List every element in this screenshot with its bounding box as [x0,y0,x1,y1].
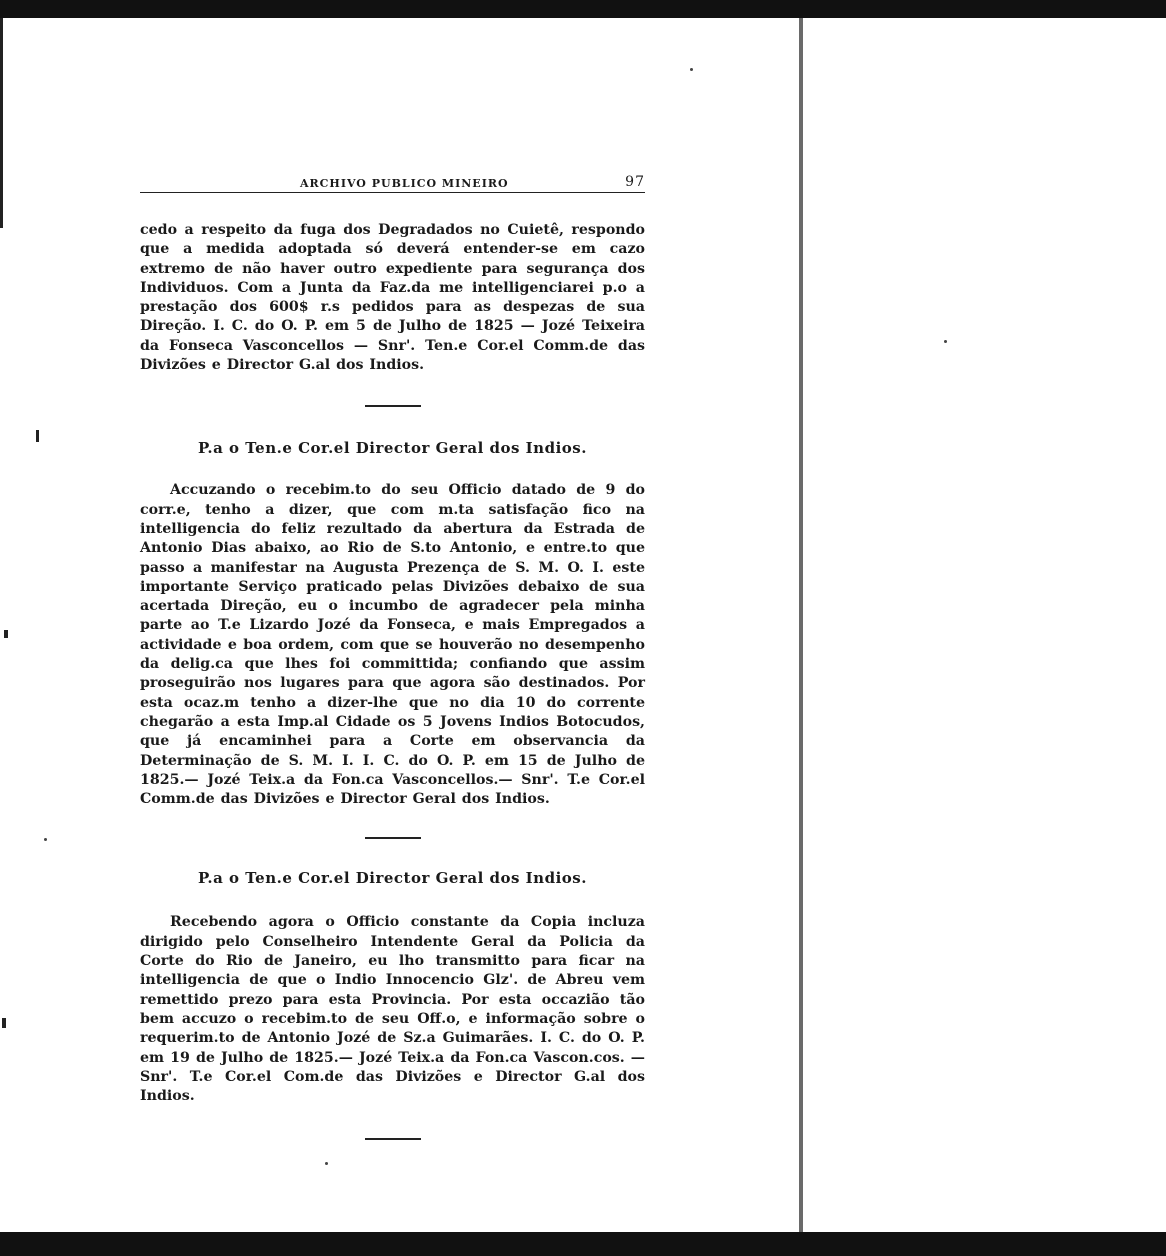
speck [325,1162,328,1165]
speck [944,340,947,343]
letter-paragraph: Recebendo agora o Officio constante da Copia incluza dirigido pelo Conselheiro Intendente Geral da Policia da Corte do Rio de Janeiro, eu lho transmitto para ficar na intelligencia de que o Indio Innocencio Glz'. de Abreu vem remettido prezo para esta Provincia. Por esta occazião tão bem accuzo o recebim.to de seu Off.o, e informação sobre o requerim.to de Antonio Jozé de Sz.a Guimarães. I. C. do O. P. em 19 de Julho de 1825.— Jozé Teix.a da Fon.ca Vascon.cos. — Snr'. T.e Cor.el Com.de das Divizões e Director G.al dos Indios. [140,914,645,1105]
page-gutter-line [799,18,803,1232]
continuation-paragraph: cedo a respeito da fuga dos Degradados no Cuietê, respondo que a medida adoptada só deverá entender-se em cazo extremo de não haver outro expediente para segurança dos Individuos. Com a Junta da Faz.da me intelligenciarei p.o a prestação dos 600$ r.s pedidos para as despezas de sua Direção. I. C. do O. P. em 5 de Julho de 1825 — Jozé Teixeira da Fonseca Vasconcellos — Snr'. Ten.e Cor.el Comm.de das Divizões e Director G.al dos Indios. [140,222,645,374]
edge-mark [36,430,39,442]
journal-title: ARCHIVO PUBLICO MINEIRO [300,177,509,190]
page-content [140,170,645,1140]
edge-mark [2,1018,6,1028]
edge-mark [4,630,8,638]
scan-bottom-border [0,1232,1166,1256]
section-divider [365,1138,421,1140]
scan-left-edge [0,18,8,228]
section-heading: P.a o Ten.e Cor.el Director Geral dos Indios. [198,869,587,888]
page-number: 97 [625,174,645,190]
section-heading: P.a o Ten.e Cor.el Director Geral dos Indios. [198,439,587,458]
section-divider [365,837,421,839]
scan-top-border [0,0,1166,18]
letter-paragraph: Accuzando o recebim.to do seu Officio datado de 9 do corr.e, tenho a dizer, que com m.ta satisfação fico na intelligencia do feliz rezultado da abertura da Estrada de Antonio Dias abaixo, ao Rio de S.to Antonio, e entre.to que passo a manifestar na Augusta Prezença de S. M. O. I. este importante Serviço praticado pelas Divizões debaixo de sua acertada Direção, eu o incumbo de agradecer pela minha parte ao T.e Lizardo Jozé da Fonseca, e mais Empregados a actividade e boa ordem, com que se houverão no desempenho da delig.ca que lhes foi committida; confiando que assim proseguirão nos lugares para que agora são destinados. Por esta ocaz.m tenho a dizer-lhe que no dia 10 do corrente chegarão a esta Imp.al Cidade os 5 Jovens Indios Botocudos, que já encaminhei para a Corte em observancia da Determinação de S. M. I. I. C. do O. P. em 15 de Julho de 1825.— Jozé Teix.a da Fon.ca Vasconcellos.— Snr'. T.e Cor.el Comm.de das Divizões e Director Geral dos Indios. [140,482,645,808]
section-divider [365,405,421,407]
speck [44,838,47,841]
running-header [140,170,645,193]
speck [690,68,693,71]
